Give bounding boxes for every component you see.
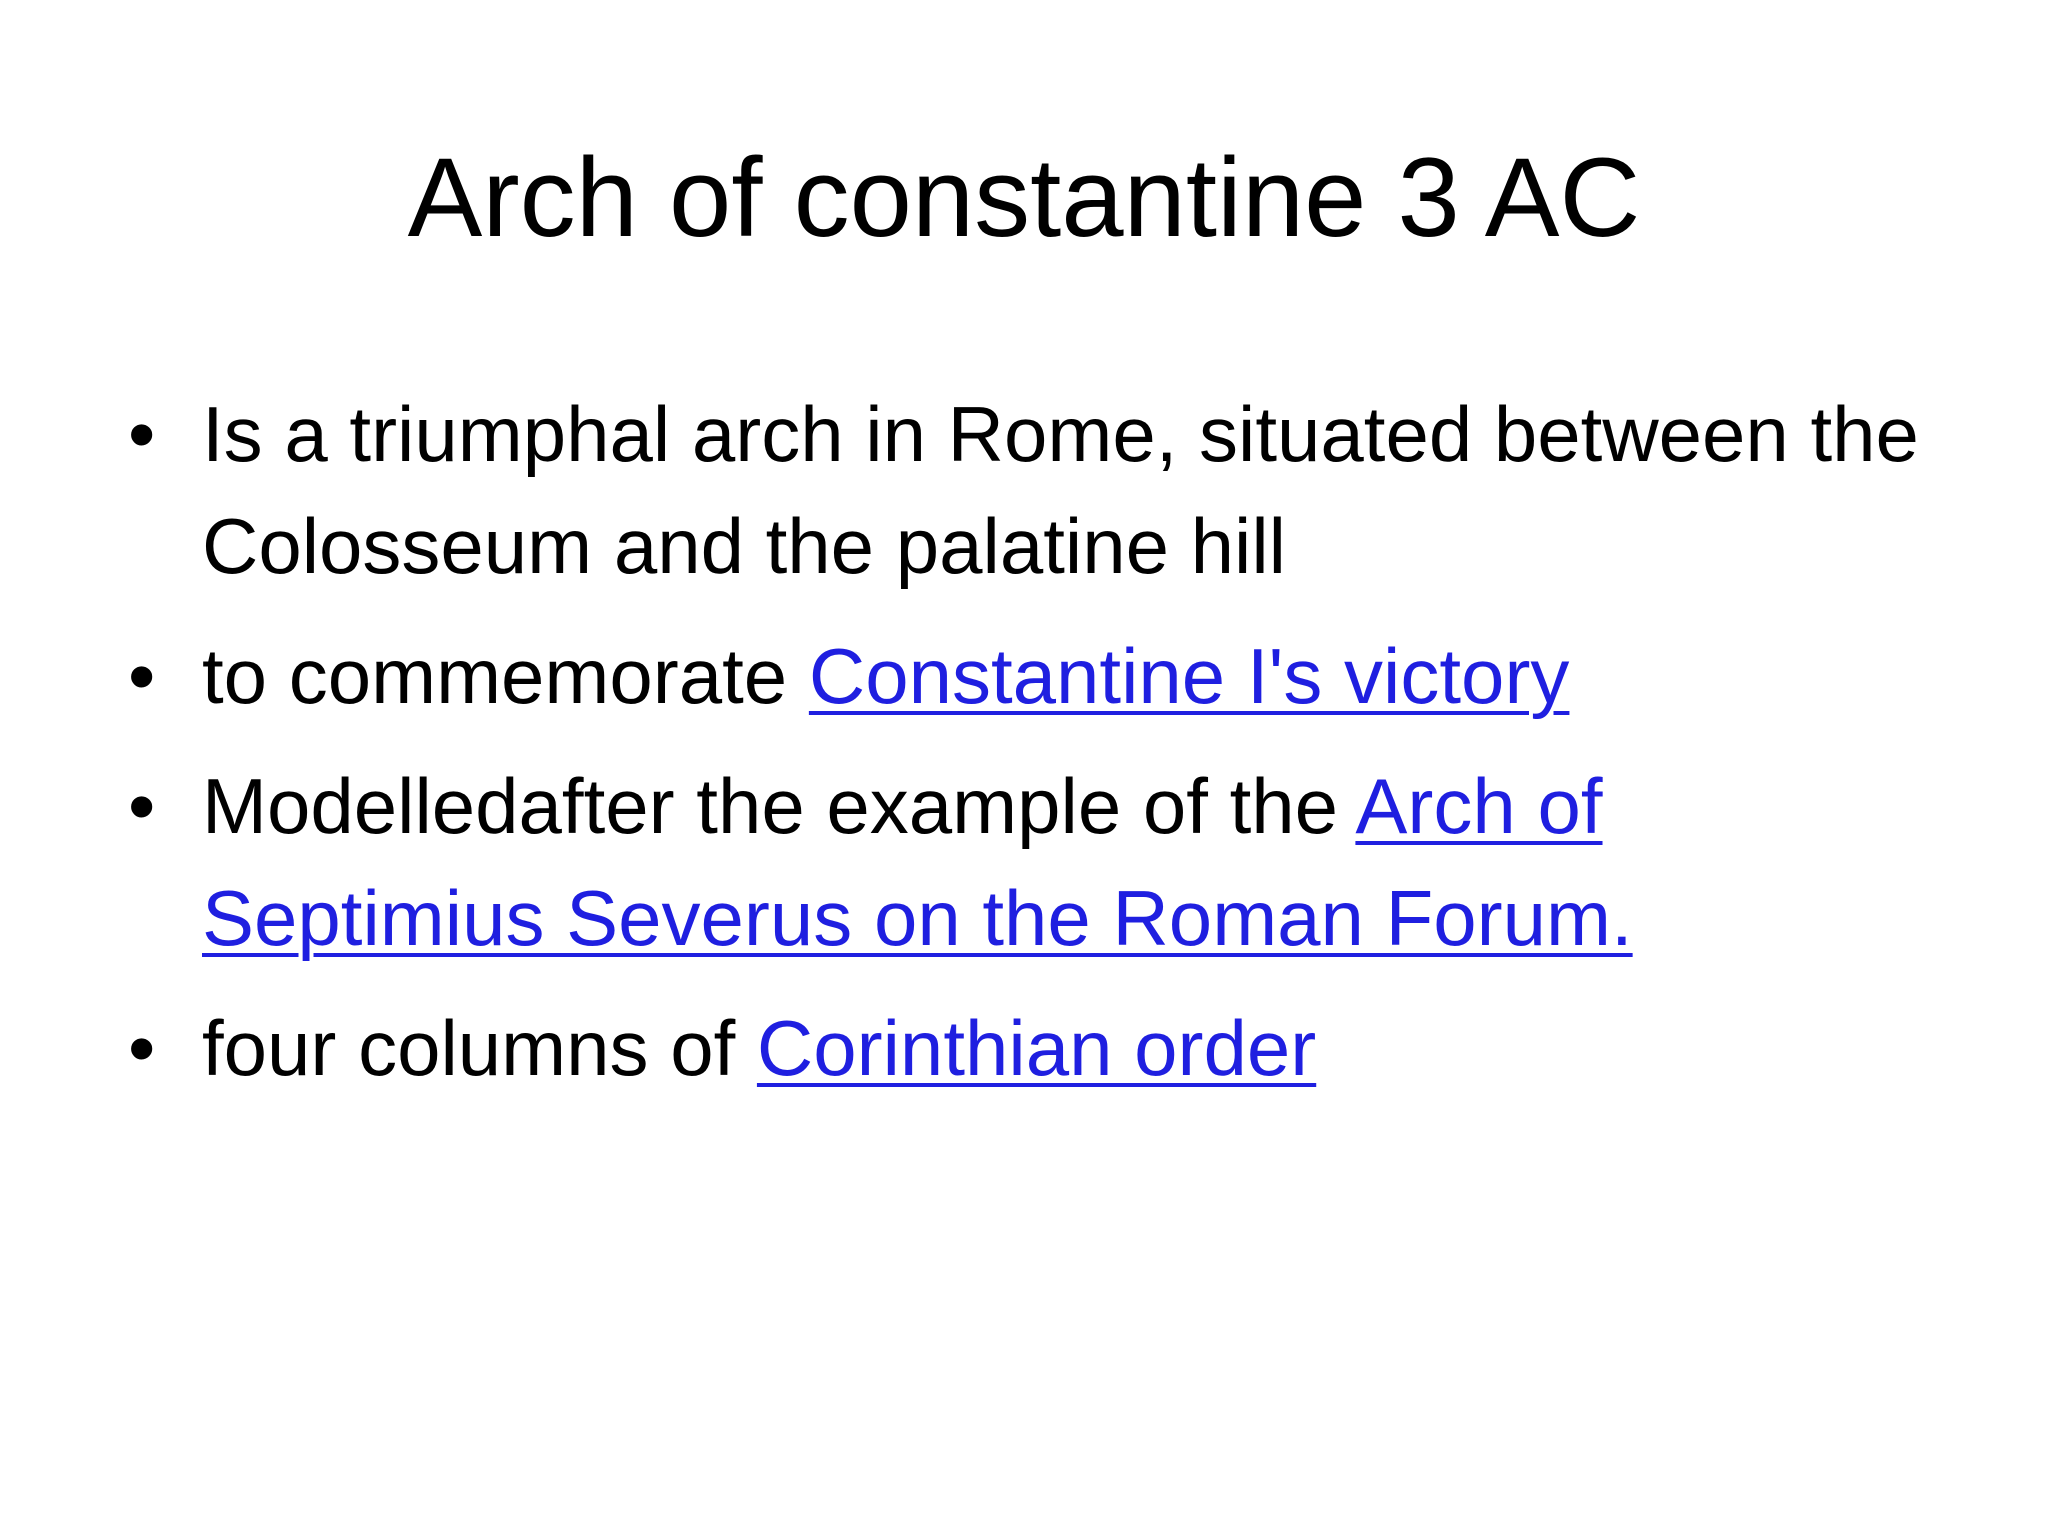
bullet-item-modelled [120, 750, 1940, 974]
bullet-item-location [120, 378, 1940, 602]
bullet-point-icon: • [128, 762, 156, 850]
bullet-text: Is a triumphal arch in Rome, situated between the Colosseum and the palatine hill [202, 390, 1919, 590]
bullet-list [120, 378, 1940, 1122]
bullet-item-commemorate [120, 620, 1940, 732]
bullet-text: to commemorate [202, 632, 809, 720]
bullet-text: four columns of [202, 1004, 757, 1092]
slide-title: Arch of constantine 3 AC [407, 135, 1641, 260]
constantine-victory-link[interactable]: Constantine I's victory [808, 632, 1570, 720]
bullet-point-icon: • [128, 632, 156, 720]
arch-of-septimius-severus-link[interactable]: Arch of Septimius Severus on the Roman Forum. [202, 762, 1633, 962]
bullet-text: Modelledafter the example of the [202, 762, 1356, 850]
corinthian-order-link[interactable]: Corinthian order [756, 1004, 1317, 1092]
bullet-point-icon: • [128, 390, 156, 478]
bullet-item-columns [120, 992, 1940, 1104]
bullet-point-icon: • [128, 1004, 156, 1092]
